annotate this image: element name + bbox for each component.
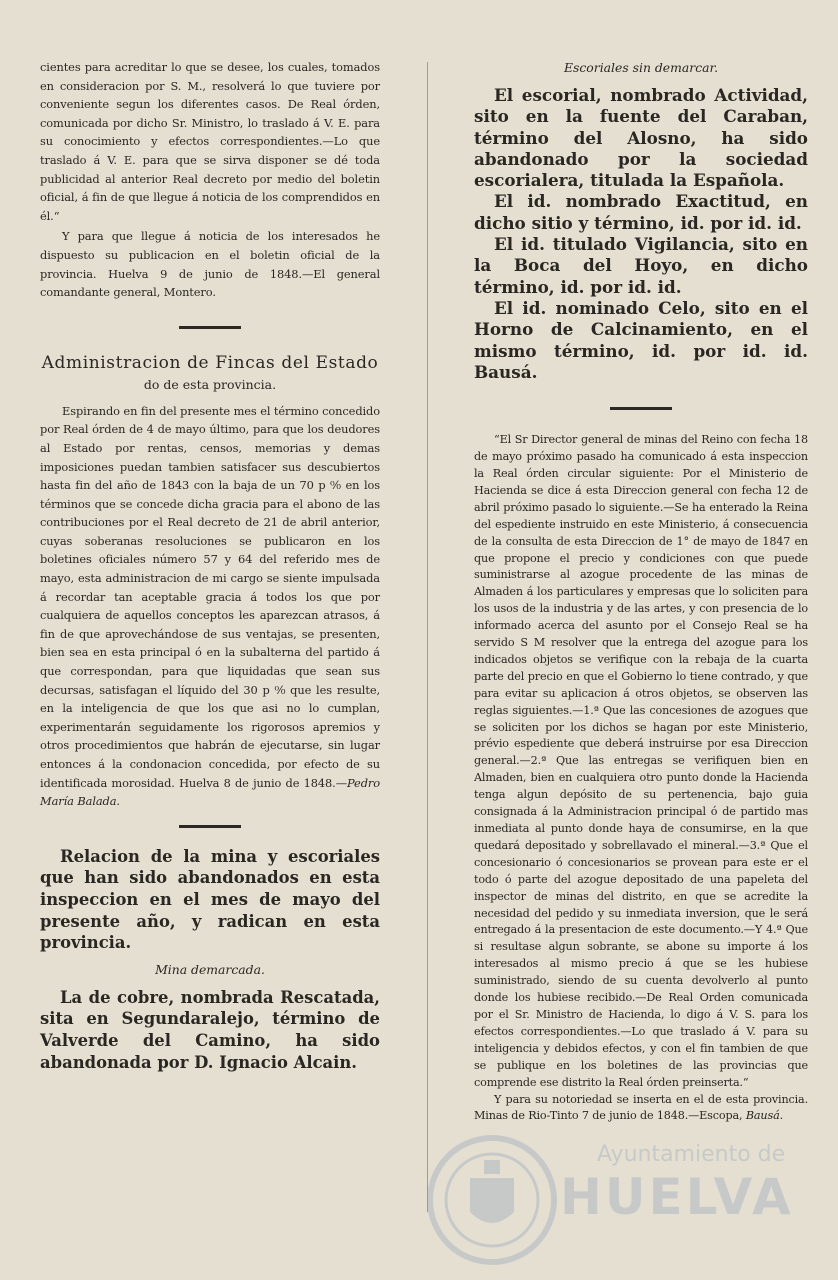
finca-signature: Pedro María Balada. [40, 775, 380, 809]
mina-entry: La de cobre, nombrada Rescatada, sita en Segundaralejo, término de Valverde del Camino, ha sido abandonada por D. Ignacio Alcain. [40, 987, 380, 1072]
intro-block [40, 58, 380, 302]
finca-title: Administracion de Fincas del Estado [41, 352, 379, 373]
column-divider [427, 62, 428, 1212]
minas-block [474, 432, 808, 1125]
finca-subtitle: do de esta provincia. [143, 376, 277, 392]
minas-signature: Bausá. [745, 1109, 783, 1123]
municipal-watermark [422, 1120, 827, 1270]
right-column [474, 58, 808, 1125]
escoriales-list [474, 85, 808, 383]
shield-icon [422, 1120, 572, 1270]
finca-body-paragraph [40, 402, 380, 811]
watermark-small-text: Ayuntamiento de [597, 1142, 786, 1167]
section-divider [179, 825, 241, 828]
section-divider [179, 326, 241, 329]
escorial-entry: El id. nombrado Exactitud, en dicho sitio y término, id. por id. id. [474, 191, 808, 233]
relacion-heading: Relacion de la mina y escoriales que han sido abandonados en esta inspeccion en el mes de mayo del presente año, y radican en esta provincia. [40, 846, 380, 953]
escorial-entry: El escorial, nombrado Actividad, sito en la fuente del Caraban, término del Alosno, ha sido abandonado por la sociedad escorialera, titulada la Española. [474, 85, 808, 191]
finca-section [40, 351, 380, 811]
watermark-big-text: HUELVA [560, 1168, 794, 1226]
finca-body-block [40, 402, 380, 811]
minas-closing: Y para su notoriedad se inserta en el de esta provincia. Minas de Rio-Tinto 7 de junio de 1848.—Escopa, [474, 1092, 808, 1123]
section-divider [610, 407, 672, 410]
mina-label: Mina demarcada. [155, 961, 265, 977]
escorial-entry: El id. titulado Vigilancia, sito en la Boca del Hoyo, en dicho término, id. por id. id. [474, 234, 808, 297]
minas-body: “El Sr Director general de minas del Reino con fecha 18 de mayo próximo pasado ha comunicado á esta inspeccion la Real órden circular siguiente: Por el Ministerio de Hacienda se dice á esta Direccion general con fecha 12 de abril próximo pasado lo siguiente.—Se ha enterado la Reina del espediente instruido en este Ministerio, á consecuencia de la consulta de esta Direccion de 1° de mayo de 1847 en que propone el precio y condiciones con que puede suministrarse al azogue procedente de las minas de Almaden á los particulares y empresas que lo soliciten para los usos de la industria y de las artes, y con presencia de lo informado acerca del asunto por el Consejo Real se ha servido S M resolver que la entrega del azogue para los indicados objetos se verifique con la rebaja de la cuarta parte del precio en que el Gobierno lo tiene contrado, y que para evitar su aplicacion á otros objetos, se observen las reglas siguientes.—1.ª Que las concesiones de azogues que se soliciten por los dichos se hagan por este Ministerio, prévio espediente que deberá instruirse por esa Direccion general.—2.ª Que las entregas se verifiquen bien en Almaden, bien en cualquiera otro punto donde la Hacienda tenga algun depósito de su pertenencia, bajo guia consignada á la Administracion principal ó de partido mas inmediata al punto donde haya de consumirse, en la que quedará depositado y sobrellavado el mineral.—3.ª Que el concesionario ó concesionarios se provean para este er el todo ó parte del azogue depositado de una papeleta del inspector de minas del distrito, en que se acredite la necesidad del pedido y su inmediata inversion, que le será entregado á la presentacion de este documento.—Y 4.ª Que si resultase algun sobrante, se abone su importe á los interesados al mismo precio á que se les hubiese suministrado, siendo de su cuenta devolverlo al punto donde los hubiese recibido.—De Real Orden comunicada por el Sr. Ministro de Hacienda, lo digo á V. S. para los efectos correspondientes.—Lo que traslado á V. para su inteligencia y debidos efectos, y con el fin tambien de que se publique en los boletines de las provincias que comprende ese distrito la Real órden preinserta.“ [474, 433, 808, 1089]
intro-continuation: cientes para acreditar lo que se desee, los cuales, tomados en consideracion por S. M., resolverá lo que tuviere por conveniente segun los diferentes casos. De Real órden, comunicada por dicho Sr. Ministro, lo traslado á V. E. para su conocimiento y efectos correspondientes.—Lo que traslado á V. E. para que se sirva disponer se dé toda publicidad al anterior Real decreto por medio del boletin oficial, á fin de que llegue á noticia de los comprendidos en él.“ [40, 60, 380, 223]
relacion-section [40, 846, 380, 1073]
left-column [40, 58, 380, 1073]
finca-body: Espirando en fin del presente mes el término concedido por Real órden de 4 de mayo último, para que los deudores al Estado por rentas, censos, memorias y demas imposiciones puedan tambien satisfacer sus descubiertos hasta fin del año de 1843 con la baja de un 70 p ⁰⁄₀ en los términos que se concede dicha gracia para el abono de las contribuciones por el Real decreto de 21 de abril anterior, cuyas soberanas resoluciones se publicaron en los boletines oficiales número 57 y 64 del referido mes de mayo, esta administracion de mi cargo se siente impulsada á recordar tan aceptable gracia á todos los que por cualquiera de aquellos conceptos les aparezcan atrasos, á fin de que aprovechándose de sus ventajas, se presenten, bien sea en esta principal ó en la subalterna del partido á que correspondan, para que liquidadas que sean sus decursas, satisfagan el líquido del 30 p ⁰⁄₀ que les resulte, en la inteligencia de que los que asi no lo cumplan, experimentarán seguidamente los rigorosos apremios y otros procedimientos que habrán de ejecutarse, sin lugar entonces á la condonacion concedida, por efecto de su identificada morosidad. Huelva 8 de junio de 1848.— [40, 403, 380, 790]
escoriales-label: Escoriales sin demarcar. [563, 60, 719, 75]
escorial-entry: El id. nominado Celo, sito en el Horno de Calcinamiento, en el mismo término, id. por id. id. Bausá. [474, 297, 808, 382]
intro-closing: Y para que llegue á noticia de los interesados he dispuesto su publicacion en el boletin oficial de la provincia. Huelva 9 de junio de 1848.—El general comandante general, Montero. [40, 229, 380, 300]
